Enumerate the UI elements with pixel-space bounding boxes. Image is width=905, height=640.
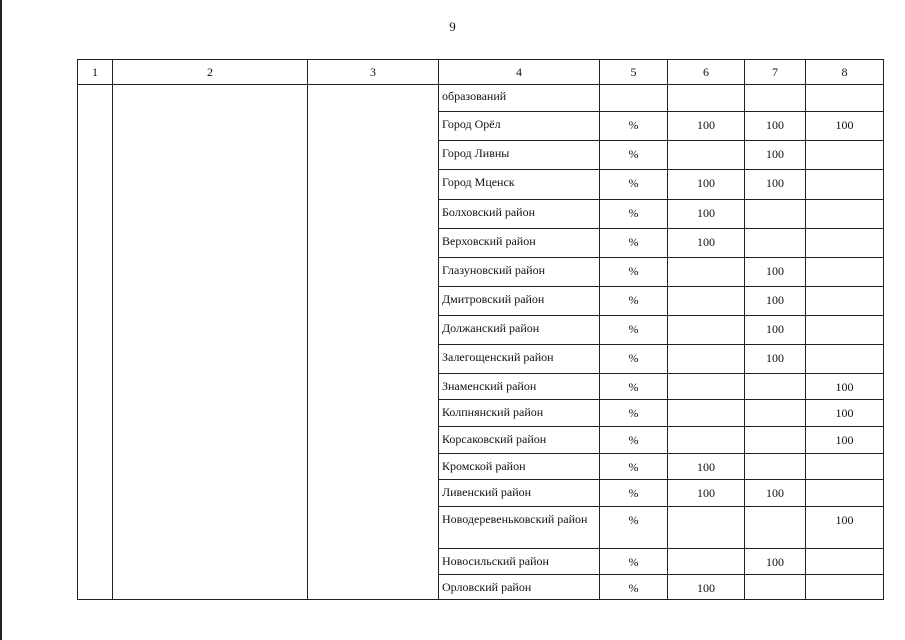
value-cell-col8: 100: [806, 400, 884, 427]
page-edge-line: [0, 0, 2, 640]
merged-cell-col3: [308, 85, 439, 600]
unit-cell: [600, 85, 668, 112]
value-cell-col6: 100: [668, 170, 745, 200]
value-cell-col8: 100: [806, 374, 884, 400]
territory-name-cell: Орловский район: [439, 575, 600, 600]
unit-cell: %: [600, 170, 668, 200]
unit-cell: %: [600, 507, 668, 549]
value-cell-col6: [668, 258, 745, 287]
unit-cell: %: [600, 229, 668, 258]
value-cell-col7: [745, 374, 806, 400]
data-table: [77, 59, 884, 600]
value-cell-col8: [806, 480, 884, 507]
value-cell-col8: [806, 345, 884, 374]
unit-cell: %: [600, 316, 668, 345]
unit-cell: %: [600, 287, 668, 316]
value-cell-col7: [745, 575, 806, 600]
value-cell-col8: 100: [806, 427, 884, 454]
unit-cell: %: [600, 258, 668, 287]
territory-name-cell: Кромской район: [439, 454, 600, 480]
value-cell-col7: [745, 427, 806, 454]
territory-name-cell: Верховский район: [439, 229, 600, 258]
value-cell-col8: [806, 316, 884, 345]
value-cell-col7: 100: [745, 258, 806, 287]
territory-name-cell: Знаменский район: [439, 374, 600, 400]
column-header: 6: [668, 60, 745, 85]
column-header: 8: [806, 60, 884, 85]
value-cell-col8: 100: [806, 507, 884, 549]
territory-name-cell: Глазуновский район: [439, 258, 600, 287]
value-cell-col8: [806, 575, 884, 600]
territory-name-cell: образований: [439, 85, 600, 112]
value-cell-col6: 100: [668, 480, 745, 507]
value-cell-col6: [668, 400, 745, 427]
territory-name-cell: Ливенский район: [439, 480, 600, 507]
territory-name-cell: Залегощенский район: [439, 345, 600, 374]
value-cell-col8: [806, 258, 884, 287]
value-cell-col6: 100: [668, 575, 745, 600]
territory-name-cell: Колпнянский район: [439, 400, 600, 427]
value-cell-col8: [806, 287, 884, 316]
value-cell-col7: 100: [745, 170, 806, 200]
value-cell-col7: [745, 200, 806, 229]
table-body: [78, 60, 884, 600]
value-cell-col6: 100: [668, 454, 745, 480]
value-cell-col7: 100: [745, 480, 806, 507]
value-cell-col6: [668, 316, 745, 345]
page-number: 9: [449, 19, 456, 34]
value-cell-col6: [668, 507, 745, 549]
column-header: 4: [439, 60, 600, 85]
value-cell-col8: [806, 229, 884, 258]
unit-cell: %: [600, 549, 668, 575]
value-cell-col6: [668, 427, 745, 454]
column-header: 1: [78, 60, 113, 85]
value-cell-col6: 100: [668, 200, 745, 229]
value-cell-col7: 100: [745, 112, 806, 141]
territory-name-cell: Должанский район: [439, 316, 600, 345]
unit-cell: %: [600, 374, 668, 400]
territory-name-cell: Дмитровский район: [439, 287, 600, 316]
unit-cell: %: [600, 141, 668, 170]
unit-cell: %: [600, 112, 668, 141]
column-header: 5: [600, 60, 668, 85]
unit-cell: %: [600, 454, 668, 480]
value-cell-col8: [806, 200, 884, 229]
territory-name-cell: Город Мценск: [439, 170, 600, 200]
value-cell-col8: [806, 170, 884, 200]
column-header: 2: [113, 60, 308, 85]
territory-name-cell: Болховский район: [439, 200, 600, 229]
value-cell-col6: [668, 141, 745, 170]
value-cell-col7: [745, 400, 806, 427]
value-cell-col7: [745, 507, 806, 549]
merged-cell-col2: [113, 85, 308, 600]
territory-name-cell: Корсаковский район: [439, 427, 600, 454]
column-header: 7: [745, 60, 806, 85]
value-cell-col8: [806, 549, 884, 575]
value-cell-col7: 100: [745, 287, 806, 316]
table-header-row: [78, 60, 884, 85]
value-cell-col6: 100: [668, 229, 745, 258]
value-cell-col6: [668, 374, 745, 400]
unit-cell: %: [600, 427, 668, 454]
value-cell-col6: 100: [668, 112, 745, 141]
value-cell-col7: [745, 85, 806, 112]
territory-name-cell: Новосильский район: [439, 549, 600, 575]
table-row: [78, 85, 884, 112]
value-cell-col8: [806, 454, 884, 480]
merged-cell-col1: [78, 85, 113, 600]
value-cell-col6: [668, 549, 745, 575]
unit-cell: %: [600, 200, 668, 229]
value-cell-col8: [806, 85, 884, 112]
value-cell-col8: 100: [806, 112, 884, 141]
value-cell-col7: 100: [745, 549, 806, 575]
unit-cell: %: [600, 400, 668, 427]
value-cell-col6: [668, 345, 745, 374]
territory-name-cell: Город Ливны: [439, 141, 600, 170]
value-cell-col7: 100: [745, 316, 806, 345]
value-cell-col6: [668, 287, 745, 316]
value-cell-col7: 100: [745, 345, 806, 374]
column-header: 3: [308, 60, 439, 85]
unit-cell: %: [600, 480, 668, 507]
unit-cell: %: [600, 575, 668, 600]
territory-name-cell: Новодеревеньковский район: [439, 507, 600, 549]
territory-name-cell: Город Орёл: [439, 112, 600, 141]
unit-cell: %: [600, 345, 668, 374]
value-cell-col6: [668, 85, 745, 112]
value-cell-col7: 100: [745, 141, 806, 170]
value-cell-col7: [745, 454, 806, 480]
value-cell-col7: [745, 229, 806, 258]
value-cell-col8: [806, 141, 884, 170]
